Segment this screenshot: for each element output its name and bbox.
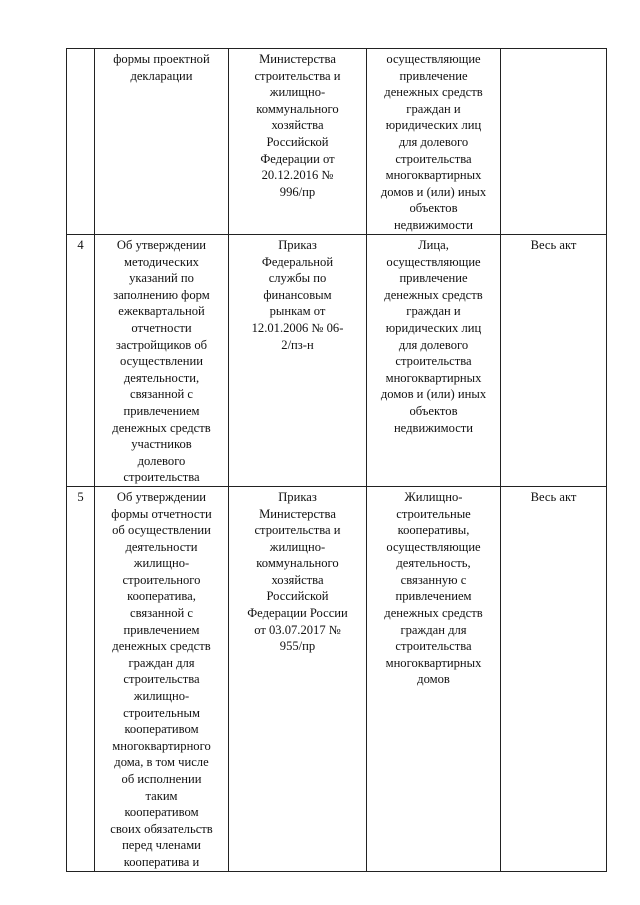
act-scope: Весь акт <box>501 235 607 487</box>
act-subjects: осуществляющие привлечение денежных средств граждан и юридических лиц для долевого строительства многоквартирных домов и (или) иных объектов недвижимости <box>367 49 501 235</box>
act-subjects: Лица, осуществляющие привлечение денежных средств граждан и юридических лиц для долевого строительства многоквартирных домов и (или) иных объектов недвижимости <box>367 235 501 487</box>
act-title: формы проектной декларации <box>95 49 229 235</box>
act-subjects: Жилищно- строительные кооперативы, осуществляющие деятельность, связанную с привлечением денежных средств граждан для строительства многоквартирных домов <box>367 486 501 871</box>
act-title: Об утверждении методических указаний по заполнению форм ежеквартальной отчетности застройщиков об осуществлении деятельности, связанной с привлечением денежных средств участников долевого строительства <box>95 235 229 487</box>
table-row <box>67 486 607 871</box>
row-number: 5 <box>67 486 95 871</box>
table-row <box>67 49 607 235</box>
act-reference: Приказ Федеральной службы по финансовым рынкам от 12.01.2006 № 06- 2/пз-н <box>229 235 367 487</box>
row-number <box>67 49 95 235</box>
acts-table <box>66 48 607 872</box>
act-scope: Весь акт <box>501 486 607 871</box>
act-title: Об утверждении формы отчетности об осуществлении деятельности жилищно- строительного кооператива, связанной с привлечением денежных средств граждан для строительства жилищно- строительным кооперативом многоквартирного дома, в том числе об исполнении таким кооперативом своих обязательств перед членами кооператива и <box>95 486 229 871</box>
act-reference: Министерства строительства и жилищно- коммунального хозяйства Российской Федерации от 20.12.2016 № 996/пр <box>229 49 367 235</box>
act-scope <box>501 49 607 235</box>
table-row <box>67 235 607 487</box>
act-reference: Приказ Министерства строительства и жилищно- коммунального хозяйства Российской Федерации России от 03.07.2017 № 955/пр <box>229 486 367 871</box>
row-number: 4 <box>67 235 95 487</box>
